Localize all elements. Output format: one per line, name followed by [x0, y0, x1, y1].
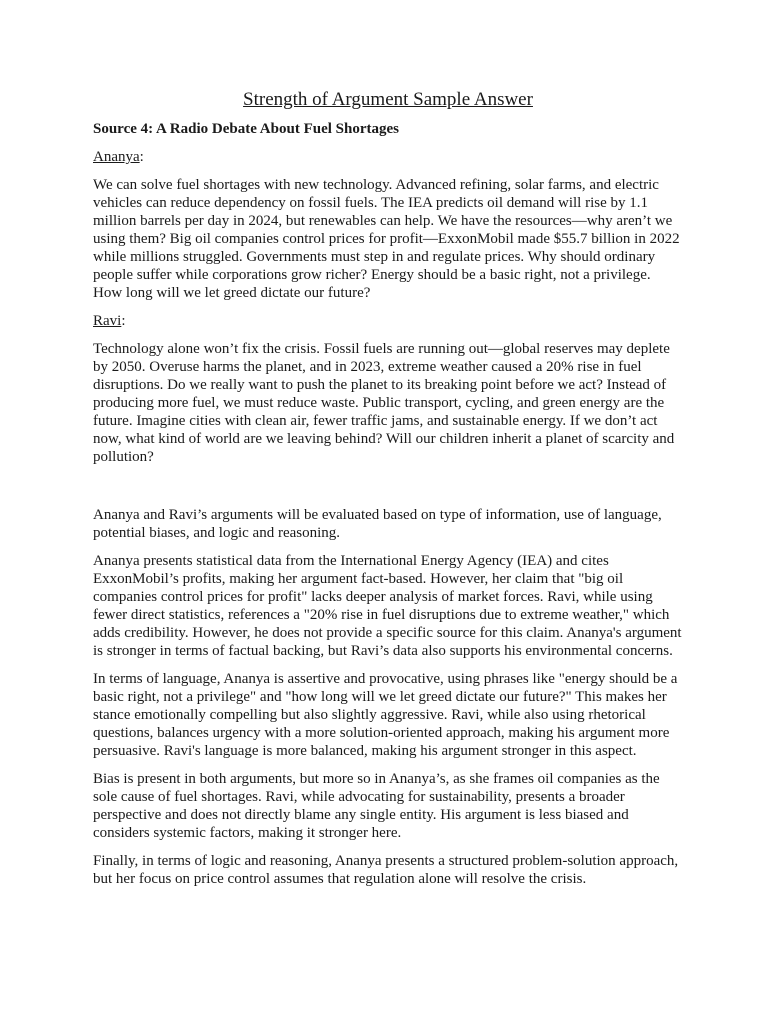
speaker-label-ravi	[93, 312, 683, 330]
document-page	[93, 88, 683, 898]
analysis-bias-paragraph: Bias is present in both arguments, but more so in Ananya’s, as she frames oil companies as the sole cause of fuel shortages. Ravi, while advocating for sustainability, presents a broader perspective and does not directly blame any single entity. His argument is less biased and considers systemic factors, making it stronger here.	[93, 771, 660, 841]
speaker-statement-ravi: Technology alone won’t fix the crisis. Fossil fuels are running out—global reserves may deplete by 2050. Overuse harms the planet, and in 2023, extreme weather caused a 20% rise in fuel disruptions. Do we really want to push the planet to its breaking point before we act? Instead of producing more fuel, we must reduce waste. Public transport, cycling, and green energy are the future. Imagine cities with clean air, fewer traffic jams, and sustainable energy. If we don’t act now, what kind of world are we leaving behind? Will our children inherit a planet of scarcity and pollution?	[93, 341, 675, 465]
speaker-name-ravi: Ravi	[93, 313, 122, 329]
speaker-statement-ananya: We can solve fuel shortages with new technology. Advanced refining, solar farms, and electric vehicles can reduce dependency on fossil fuels. The IEA predicts oil demand will rise by 1.1 million barrels per day in 2024, but renewables can help. We have the resources—why aren’t we using them? Big oil companies control prices for profit—ExxonMobil made $55.7 billion in 2022 while millions struggled. Governments must step in and regulate prices. Why should ordinary people suffer while corporations grow richer? Energy should be a basic right, not a privilege. How long will we let greed dictate our future?	[93, 177, 680, 301]
section-spacer	[93, 476, 683, 506]
analysis-intro-paragraph: Ananya and Ravi’s arguments will be evaluated based on type of information, use of language, potential biases, and logic and reasoning.	[93, 507, 662, 541]
speaker-colon: :	[139, 149, 144, 165]
speaker-colon: :	[121, 313, 126, 329]
speaker-label-ananya	[93, 148, 683, 166]
analysis-language-paragraph: In terms of language, Ananya is assertive and provocative, using phrases like "energy should be a basic right, not a privilege" and "how long will we let greed dictate our future?" This makes her stance emotionally compelling but also slightly aggressive. Ravi, while also using rhetorical questions, balances urgency with a more solution-oriented approach, making his argument more persuasive. Ravi's language is more balanced, making his argument stronger in this aspect.	[93, 671, 678, 759]
analysis-logic-paragraph: Finally, in terms of logic and reasoning, Ananya presents a structured problem-solution approach, but her focus on price control assumes that regulation alone will resolve the crisis.	[93, 853, 679, 887]
analysis-information-paragraph: Ananya presents statistical data from the International Energy Agency (IEA) and cites ExxonMobil’s profits, making her argument fact-based. However, her claim that "big oil companies control prices for profit" lacks deeper analysis of market forces. Ravi, while using fewer direct statistics, references a "20% rise in fuel disruptions due to extreme weather," which adds credibility. However, he does not provide a specific source for this claim. Ananya's argument is stronger in terms of factual backing, but Ravi’s data also supports his environmental concerns.	[93, 553, 682, 659]
speaker-name-ananya: Ananya	[93, 149, 140, 165]
document-title: Strength of Argument Sample Answer	[243, 89, 533, 110]
source-heading: Source 4: A Radio Debate About Fuel Shortages	[93, 121, 399, 137]
